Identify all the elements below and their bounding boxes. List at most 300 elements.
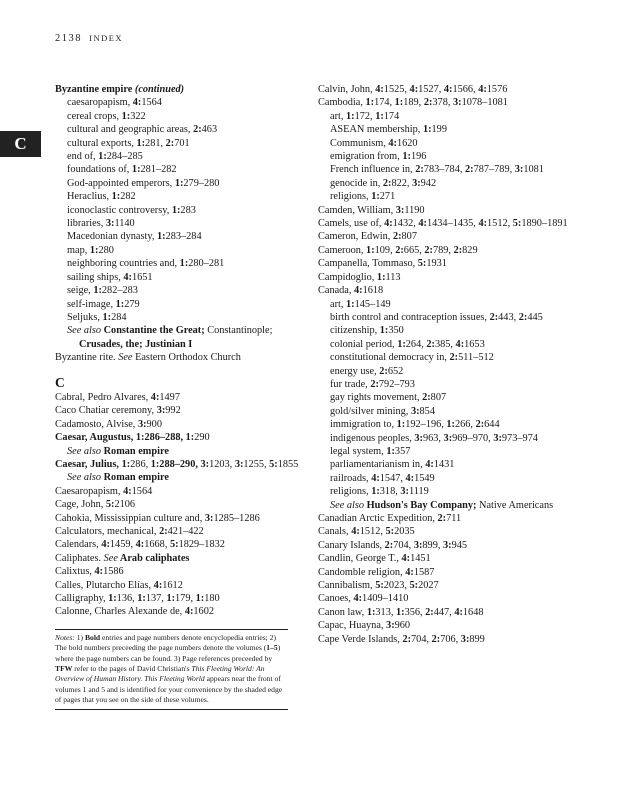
entry-text: 445 — [527, 311, 543, 323]
entry-text: Camels, use of, — [318, 218, 385, 230]
entry-text: Calonne, Charles Alexande de, — [55, 606, 185, 618]
entry-text: 1512, — [359, 526, 386, 538]
index-subentry — [318, 110, 573, 123]
entry-text: 5: — [269, 458, 278, 470]
entry-text: 4: — [384, 218, 393, 230]
entry-text: 4: — [443, 84, 453, 95]
entry-text: birth control and contraception issues, — [330, 311, 490, 323]
entry-text: Macedonian dynasty, — [67, 231, 157, 243]
entry-text: 1890–1891 — [521, 218, 568, 230]
entry-text: Cadamosto, Alvise, — [55, 418, 138, 430]
entry-text: 4: — [123, 271, 132, 283]
index-subentry — [55, 96, 300, 109]
entry-text: entries and page numbers denote encyclopedia entries; 2) The bold numbers preceeding the page numbers denote the volumes ( — [55, 632, 277, 653]
entry-text: 421–422 — [167, 526, 204, 537]
entry-text: 2: — [379, 365, 388, 377]
entry-text: 283 — [180, 204, 196, 216]
entry-text: 1081 — [523, 164, 544, 176]
entry-text: 284–285 — [106, 151, 143, 163]
entry-text: 2: — [518, 311, 528, 323]
entry-text: See also — [67, 472, 102, 484]
entry-text: 4: — [478, 84, 487, 95]
index-subentry — [318, 123, 573, 136]
entry-text: 4: — [353, 593, 363, 605]
entry-text: 945 — [451, 539, 468, 551]
entry-text: 179, — [175, 593, 196, 605]
index-subentry — [55, 257, 300, 270]
index-subentry — [55, 284, 300, 297]
entry-text: 199 — [431, 124, 447, 136]
entry-text: 4: — [132, 97, 142, 109]
entry-text: 1: — [376, 271, 386, 283]
entry-text: 172, — [354, 110, 376, 122]
entry-text: energy use, — [330, 365, 380, 377]
index-entry — [318, 204, 573, 217]
entry-text: See also — [67, 325, 102, 337]
index-entry — [318, 230, 573, 243]
index-entry — [318, 619, 573, 632]
entry-text: 783–784, — [423, 164, 465, 176]
entry-text: 3: — [493, 432, 502, 444]
entry-text: 2: — [464, 164, 474, 176]
entry-text: Cameroon, — [318, 244, 367, 256]
entry-text: 1497 — [159, 391, 180, 403]
index-subentry — [318, 137, 573, 150]
entry-text: 4: — [401, 553, 411, 565]
entry-text: legal system, — [330, 445, 387, 457]
entry-text: 1525, — [383, 84, 410, 95]
entry-text: 1: — [93, 285, 102, 297]
entry-text: 1: — [346, 110, 355, 122]
entry-text: 196 — [410, 151, 427, 163]
entry-text: 1668, — [144, 539, 170, 551]
entry-text: (continued) — [134, 84, 185, 95]
entry-text: 3: — [137, 418, 147, 430]
entry-text: 1459, — [109, 539, 136, 551]
entry-text: 4: — [123, 485, 132, 497]
index-subentry — [55, 190, 300, 203]
entry-text: 1255, — [243, 458, 270, 470]
entry-text: ) where the page numbers can be found. 3) Page references preceeded by — [55, 643, 281, 663]
running-title: INDEX — [89, 33, 124, 43]
entry-text: 385, — [434, 338, 456, 350]
index-subentry — [318, 472, 573, 485]
entry-text: 174, — [374, 97, 395, 109]
entry-text: 704, — [411, 633, 432, 645]
notes-box — [55, 629, 288, 710]
entry-text: 5: — [512, 218, 522, 230]
entry-text: fur trade, — [330, 378, 371, 390]
index-entry — [55, 565, 300, 578]
entry-text: 286, — [130, 458, 151, 470]
entry-text: 378, — [432, 97, 453, 109]
entry-text: 4: — [478, 218, 488, 230]
entry-text: 443, — [498, 311, 519, 323]
entry-text: 4: — [354, 285, 363, 297]
entry-text: 266, — [454, 419, 476, 431]
entry-text: 3: — [412, 177, 421, 189]
entry-text: 2035 — [394, 526, 415, 538]
entry-text: 792–793 — [378, 378, 415, 390]
entry-text: 4: — [418, 218, 427, 230]
entry-text: Constantinople; — [207, 325, 273, 337]
index-subentry — [55, 137, 300, 150]
entry-text: 1549 — [414, 472, 435, 484]
index-entry — [318, 512, 573, 525]
entry-text: 5: — [409, 580, 419, 592]
entry-text: 290 — [194, 432, 210, 444]
entry-text: 942 — [420, 177, 437, 189]
entry-text: 3: — [204, 512, 214, 524]
left-column — [55, 83, 300, 710]
entry-text: Caesar, Augustus, 1:286–288, — [55, 432, 186, 444]
entry-text: indigenous peoples, — [330, 432, 415, 444]
entry-text: Seljuks, — [67, 311, 103, 323]
entry-text: 1: — [366, 606, 376, 618]
entry-text: immigration to, — [330, 419, 397, 431]
entry-text: sailing ships, — [67, 271, 124, 283]
entry-text: 652 — [387, 365, 404, 377]
entry-text: 1190 — [404, 204, 425, 216]
entry-text: cereal crops, — [67, 110, 122, 122]
index-entry — [318, 525, 573, 538]
entry-text: 356, — [404, 606, 426, 618]
index-entry — [318, 257, 573, 270]
entry-text: 1: — [121, 458, 131, 470]
entry-text: 4: — [405, 566, 414, 578]
entry-text: Canada, — [318, 285, 355, 297]
entry-text: 192–196, — [405, 419, 447, 431]
entry-text: art, — [330, 298, 347, 310]
entry-text: 1576 — [486, 84, 508, 95]
index-entry — [318, 579, 573, 592]
index-subentry — [318, 177, 573, 190]
entry-text: 1451 — [410, 553, 431, 565]
entry-text: 1564 — [141, 97, 162, 109]
entry-text: 2: — [426, 338, 435, 350]
index-subentry — [55, 311, 300, 324]
entry-text: 4: — [101, 539, 110, 551]
entry-text: 463 — [201, 124, 218, 136]
entry-text: parliamentarianism in, — [330, 459, 426, 471]
entry-text: Canary Islands, — [318, 539, 385, 551]
index-subentry — [318, 163, 573, 176]
entry-text: 3: — [234, 458, 244, 470]
entry-text: art, — [330, 110, 347, 122]
entry-text: 1: — [108, 593, 117, 605]
index-subentry — [318, 365, 573, 378]
index-subentry — [55, 110, 300, 123]
entry-text: Caco Chatiar ceremony, — [55, 405, 157, 417]
entry-text: citizenship, — [330, 325, 380, 337]
entry-text: 4: — [375, 84, 384, 95]
right-column — [318, 83, 573, 646]
entry-text: Camden, William, — [318, 204, 396, 216]
entry-text: constitutional democracy in, — [330, 352, 450, 364]
entry-text: 1: — [174, 177, 184, 189]
entry-text: 2: — [382, 177, 392, 189]
entry-text: 822, — [391, 177, 413, 189]
entry-text: 1: — [131, 164, 141, 176]
entry-text: 3: — [453, 97, 462, 109]
entry-text: railroads, — [330, 472, 372, 484]
entry-text: Canals, — [318, 526, 352, 538]
entry-text: See — [103, 552, 118, 564]
index-subentry — [55, 298, 300, 311]
entry-text: 282–283 — [101, 285, 138, 297]
entry-text: 1: — [394, 97, 404, 109]
entry-text: 4: — [454, 606, 463, 618]
entry-text: 1432, — [392, 218, 419, 230]
entry-text: Calles, Plutarcho Elías, — [55, 579, 154, 591]
entry-text: 1612 — [162, 579, 183, 591]
entry-text: emigration from, — [330, 151, 403, 163]
entry-text: 960 — [394, 620, 411, 632]
index-subentry — [55, 217, 300, 230]
entry-text: 1855 — [277, 458, 299, 470]
entry-text: 1: — [375, 110, 384, 122]
entry-text: Native Americans — [479, 499, 554, 511]
entry-text: 1285–1286 — [213, 512, 260, 524]
entry-text: 1: — [111, 191, 121, 203]
entry-text: 973–974 — [501, 432, 538, 444]
entry-text: 1: — [366, 244, 375, 256]
index-subentry — [318, 298, 573, 311]
page-number: 2138 — [55, 33, 82, 44]
entry-text: Calligraphy, — [55, 593, 109, 605]
index-entry — [55, 525, 300, 538]
entry-text: Campanella, Tommaso, — [318, 258, 418, 270]
entry-text: 1: — [179, 258, 189, 270]
entry-text: 1527, — [418, 84, 444, 95]
index-entry — [55, 404, 300, 417]
index-subentry — [318, 432, 573, 445]
entry-text: 2: — [395, 244, 404, 256]
index-entry — [55, 538, 300, 551]
entry-text: 1434–1435, — [426, 218, 479, 230]
entry-text: 1829–1832 — [178, 539, 225, 551]
entry-text: end of, — [67, 151, 99, 163]
entry-text: 900 — [146, 418, 162, 430]
entry-text: 3: — [460, 633, 470, 645]
entry-text: 2: — [453, 244, 463, 256]
entry-text: Cameron, Edwin, — [318, 231, 393, 243]
entry-text: 969–970, — [452, 432, 494, 444]
entry-text: 2: — [423, 97, 433, 109]
entry-text: 180 — [204, 593, 220, 605]
entry-text: 1: — [136, 137, 146, 149]
entry-text: 1: — [185, 432, 195, 444]
index-entry — [318, 606, 573, 619]
entry-text: 644 — [484, 419, 500, 431]
entry-text: 2: — [165, 137, 175, 149]
entry-text: Hudson's Bay Company; — [364, 499, 480, 511]
entry-text: 1: — [365, 97, 375, 109]
entry-text: 4: — [388, 137, 397, 149]
section-tab: C — [0, 131, 41, 157]
entry-text: 447, — [433, 606, 455, 618]
entry-text: 136, — [116, 593, 138, 605]
entry-text: 854 — [419, 405, 435, 417]
index-subentry — [55, 123, 300, 136]
entry-text: 318, — [379, 486, 401, 498]
entry-text: 137, — [145, 593, 167, 605]
index-subentry — [318, 338, 573, 351]
entry-text: Calendars, — [55, 539, 102, 551]
entry-text: 2: — [424, 244, 433, 256]
entry-text: Caesaropapism, — [55, 485, 124, 497]
entry-text: 1648 — [462, 606, 484, 618]
entry-text: cultural and geographic areas, — [67, 124, 194, 136]
entry-text: 1: — [89, 244, 99, 256]
entry-text: 2: — [422, 392, 431, 404]
entry-text: Capac, Huayna, — [318, 620, 387, 632]
index-subentry — [55, 445, 300, 458]
entry-text: Caliphates. — [55, 552, 104, 564]
entry-text: 1: — [379, 325, 389, 337]
entry-text: 2: — [425, 606, 434, 618]
entry-text: 282 — [120, 191, 136, 203]
entry-text: 704, — [393, 539, 414, 551]
index-subentry — [55, 163, 300, 176]
entry-text: colonial period, — [330, 338, 398, 350]
entry-text: See — [118, 352, 133, 364]
entry-text: appears near the front of volumes 1 and 5 and is identified for your convenience by the shaded edge of pages that you see on the side of these volumes. — [55, 674, 283, 705]
entry-text: cultural exports, — [67, 137, 137, 149]
entry-text: 271 — [379, 191, 396, 203]
entry-text: 1: — [446, 419, 455, 431]
entry-text: 5: — [417, 258, 427, 270]
index-subentry — [318, 391, 573, 404]
entry-text: 1512, — [487, 218, 513, 230]
entry-text: Canoes, — [318, 593, 354, 605]
entry-text: seige, — [67, 285, 94, 297]
index-subentry — [318, 499, 573, 512]
entry-text: 4: — [405, 472, 415, 484]
entry-text: 789, — [432, 244, 454, 256]
entry-text: 1: — [121, 110, 131, 122]
index-entry — [318, 633, 573, 646]
entry-text: 1–5 — [266, 643, 278, 653]
entry-text: 1586 — [103, 566, 124, 578]
entry-text: 807 — [430, 392, 447, 404]
entry-text: 2: — [449, 352, 459, 364]
index-entry — [55, 431, 300, 444]
entry-text: Bold — [84, 632, 101, 642]
entry-text: 2: — [431, 633, 441, 645]
entry-text: Canon law, — [318, 606, 367, 618]
entry-text: gold/silver mining, — [330, 405, 411, 417]
entry-text: 5: — [169, 539, 179, 551]
entry-text: Campidoglio, — [318, 271, 377, 283]
entry-text: 1: — [371, 191, 380, 203]
entry-text: 4: — [135, 539, 145, 551]
entry-text: 113 — [385, 271, 401, 283]
entry-text: 5: — [105, 499, 115, 511]
entry-text: 5: — [385, 526, 395, 538]
index-subentry — [55, 230, 300, 243]
entry-text: 963, — [422, 432, 444, 444]
index-subentry — [318, 150, 573, 163]
entry-text: Calculators, mechanical, — [55, 526, 160, 537]
entry-text: 706, — [440, 633, 461, 645]
entry-text: This Fleeting World: An Overview of Human History. — [55, 664, 265, 684]
entry-text: 3: — [386, 620, 395, 632]
entry-text: 1: — [346, 298, 355, 310]
entry-text: 350 — [388, 325, 404, 337]
entry-text: foundations of, — [67, 164, 132, 176]
entry-text: neighboring countries and, — [67, 258, 180, 270]
entry-text: 3: — [400, 486, 409, 498]
entry-text: 1) — [74, 632, 85, 642]
index-subentry — [55, 177, 300, 190]
entry-text: 829 — [462, 244, 478, 256]
entry-text: 787–789, — [473, 164, 515, 176]
entry-text: 1: — [397, 338, 406, 350]
index-subentry — [318, 311, 573, 324]
entry-text: 511–512 — [458, 352, 494, 364]
index-subentry — [55, 471, 300, 484]
index-entry — [55, 391, 300, 404]
entry-text: God-appointed emperors, — [67, 177, 175, 189]
index-subentry — [318, 351, 573, 364]
entry-text: 313, — [375, 606, 396, 618]
entry-text: 2: — [193, 124, 202, 136]
index-entry — [55, 592, 300, 605]
entry-text: 2: — [489, 311, 499, 323]
index-entry — [55, 605, 300, 618]
entry-text: 3: — [410, 405, 420, 417]
entry-text: 279 — [124, 298, 140, 310]
entry-text: 1409–1410 — [362, 593, 409, 605]
entry-text: 1: — [98, 151, 107, 163]
entry-text: 2: — [475, 419, 485, 431]
index-subentry — [55, 150, 300, 163]
entry-text: 1119 — [408, 486, 429, 498]
entry-text: Arab caliphates — [117, 552, 190, 564]
entry-text: 3: — [395, 204, 405, 216]
entry-text: 264, — [405, 338, 427, 350]
entry-text: 701 — [174, 137, 190, 149]
entry-text: 281–282 — [140, 164, 177, 176]
entry-text: 1: — [371, 486, 380, 498]
index-entry — [55, 418, 300, 431]
entry-text: 3: — [442, 539, 452, 551]
index-entry — [55, 498, 300, 511]
entry-text: Byzantine empire — [55, 84, 135, 95]
entry-text: 2: — [384, 539, 394, 551]
entry-text: religions, — [330, 191, 372, 203]
entry-text: 174 — [383, 110, 400, 122]
entry-text: Candomble religion, — [318, 566, 406, 578]
index-entry — [318, 566, 573, 579]
entry-text: 3: — [200, 458, 210, 470]
entry-text: 1587 — [413, 566, 435, 578]
entry-text: 3: — [443, 432, 453, 444]
index-entry — [318, 552, 573, 565]
entry-text: 3: — [414, 432, 423, 444]
entry-text: 4: — [409, 84, 419, 95]
entry-text: 1203, — [209, 458, 235, 470]
entry-text: 992 — [165, 405, 181, 417]
entry-text: Crusades, the; Justinian I — [79, 338, 193, 350]
index-entry — [55, 579, 300, 592]
entry-text: 4: — [425, 459, 434, 471]
entry-text: Cabral, Pedro Alvares, — [55, 391, 151, 403]
index-subentry — [318, 324, 573, 337]
entry-text: 4: — [94, 566, 104, 578]
entry-text: 5: — [375, 580, 384, 592]
